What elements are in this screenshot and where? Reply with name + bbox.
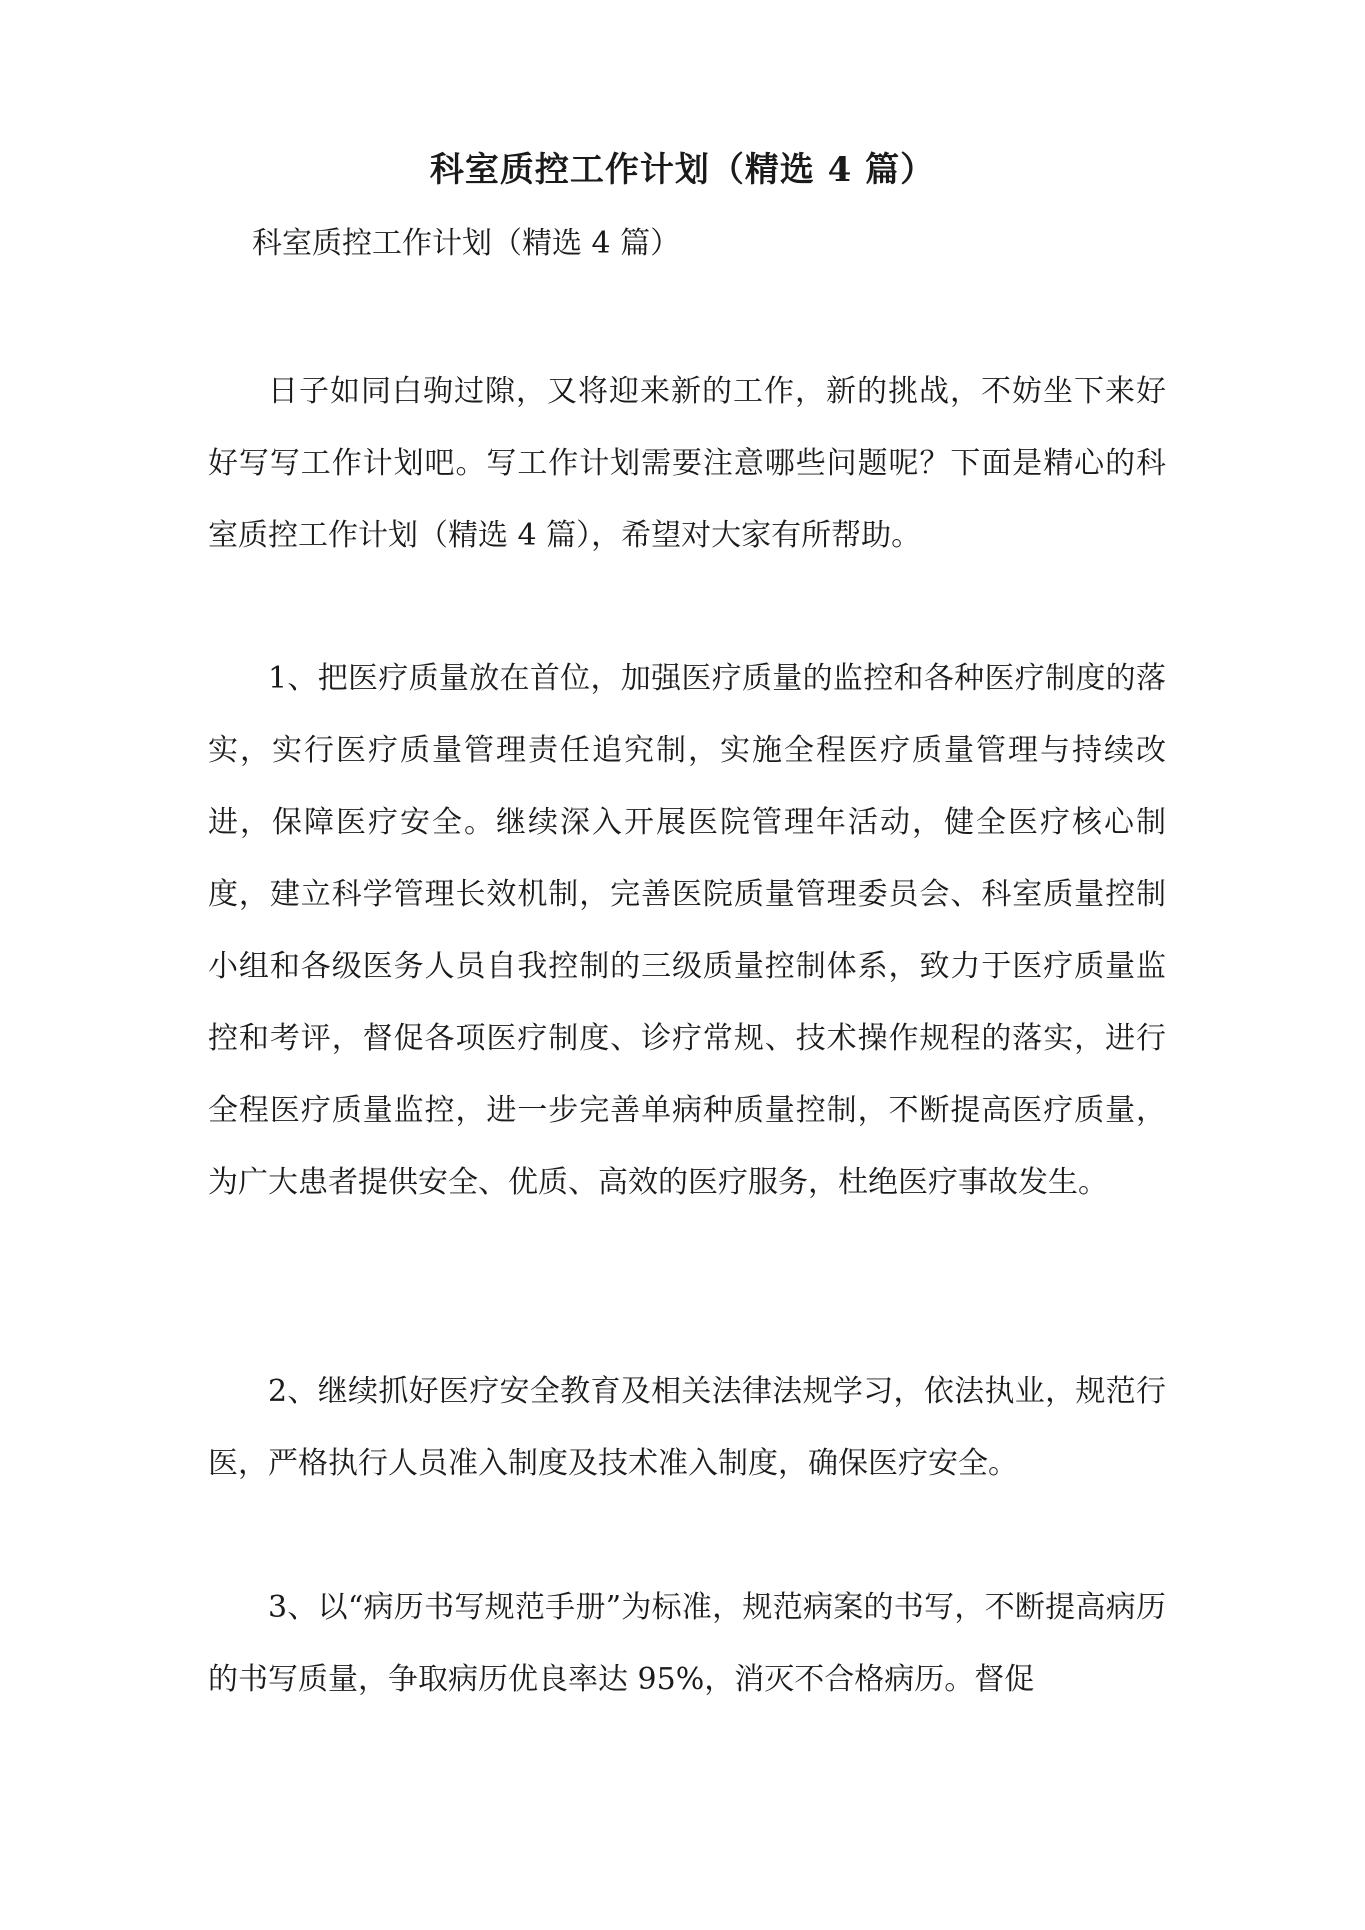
paragraph-item-3: 3、以“病历书写规范手册”为标准，规范病案的书写，不断提高病历的书写质量，争取病历优良率达 95%，消灭不合格病历。督促 bbox=[208, 1590, 1166, 1697]
paragraph-item-2: 2、继续抓好医疗安全教育及相关法律法规学习，依法执业，规范行医，严格执行人员准入制度及技术准入制度，确保医疗安全。 bbox=[208, 1374, 1166, 1481]
paragraph-intro: 日子如同白驹过隙，又将迎来新的工作，新的挑战，不妨坐下来好好写写工作计划吧。写工作计划需要注意哪些问题呢？下面是精心的科室质控工作计划（精选 4 篇），希望对大家有所帮助。 bbox=[208, 374, 1166, 553]
document-title: 科室质控工作计划（精选 4 篇） bbox=[429, 150, 936, 190]
document-subtitle: 科室质控工作计划（精选 4 篇） bbox=[252, 226, 681, 261]
paragraph-item-1: 1、把医疗质量放在首位，加强医疗质量的监控和各种医疗制度的落实，实行医疗质量管理责任追究制，实施全程医疗质量管理与持续改进，保障医疗安全。继续深入开展医院管理年活动，健全医疗核心制度，建立科学管理长效机制，完善医院质量管理委员会、科室质量控制小组和各级医务人员自我控制的三级质量控制体系，致力于医疗质量监控和考评，督促各项医疗制度、诊疗常规、技术操作规程的落实，进行全程医疗质量监控，进一步完善单病种质量控制，不断提高医疗质量，为广大患者提供安全、优质、高效的医疗服务，杜绝医疗事故发生。 bbox=[208, 661, 1166, 1200]
